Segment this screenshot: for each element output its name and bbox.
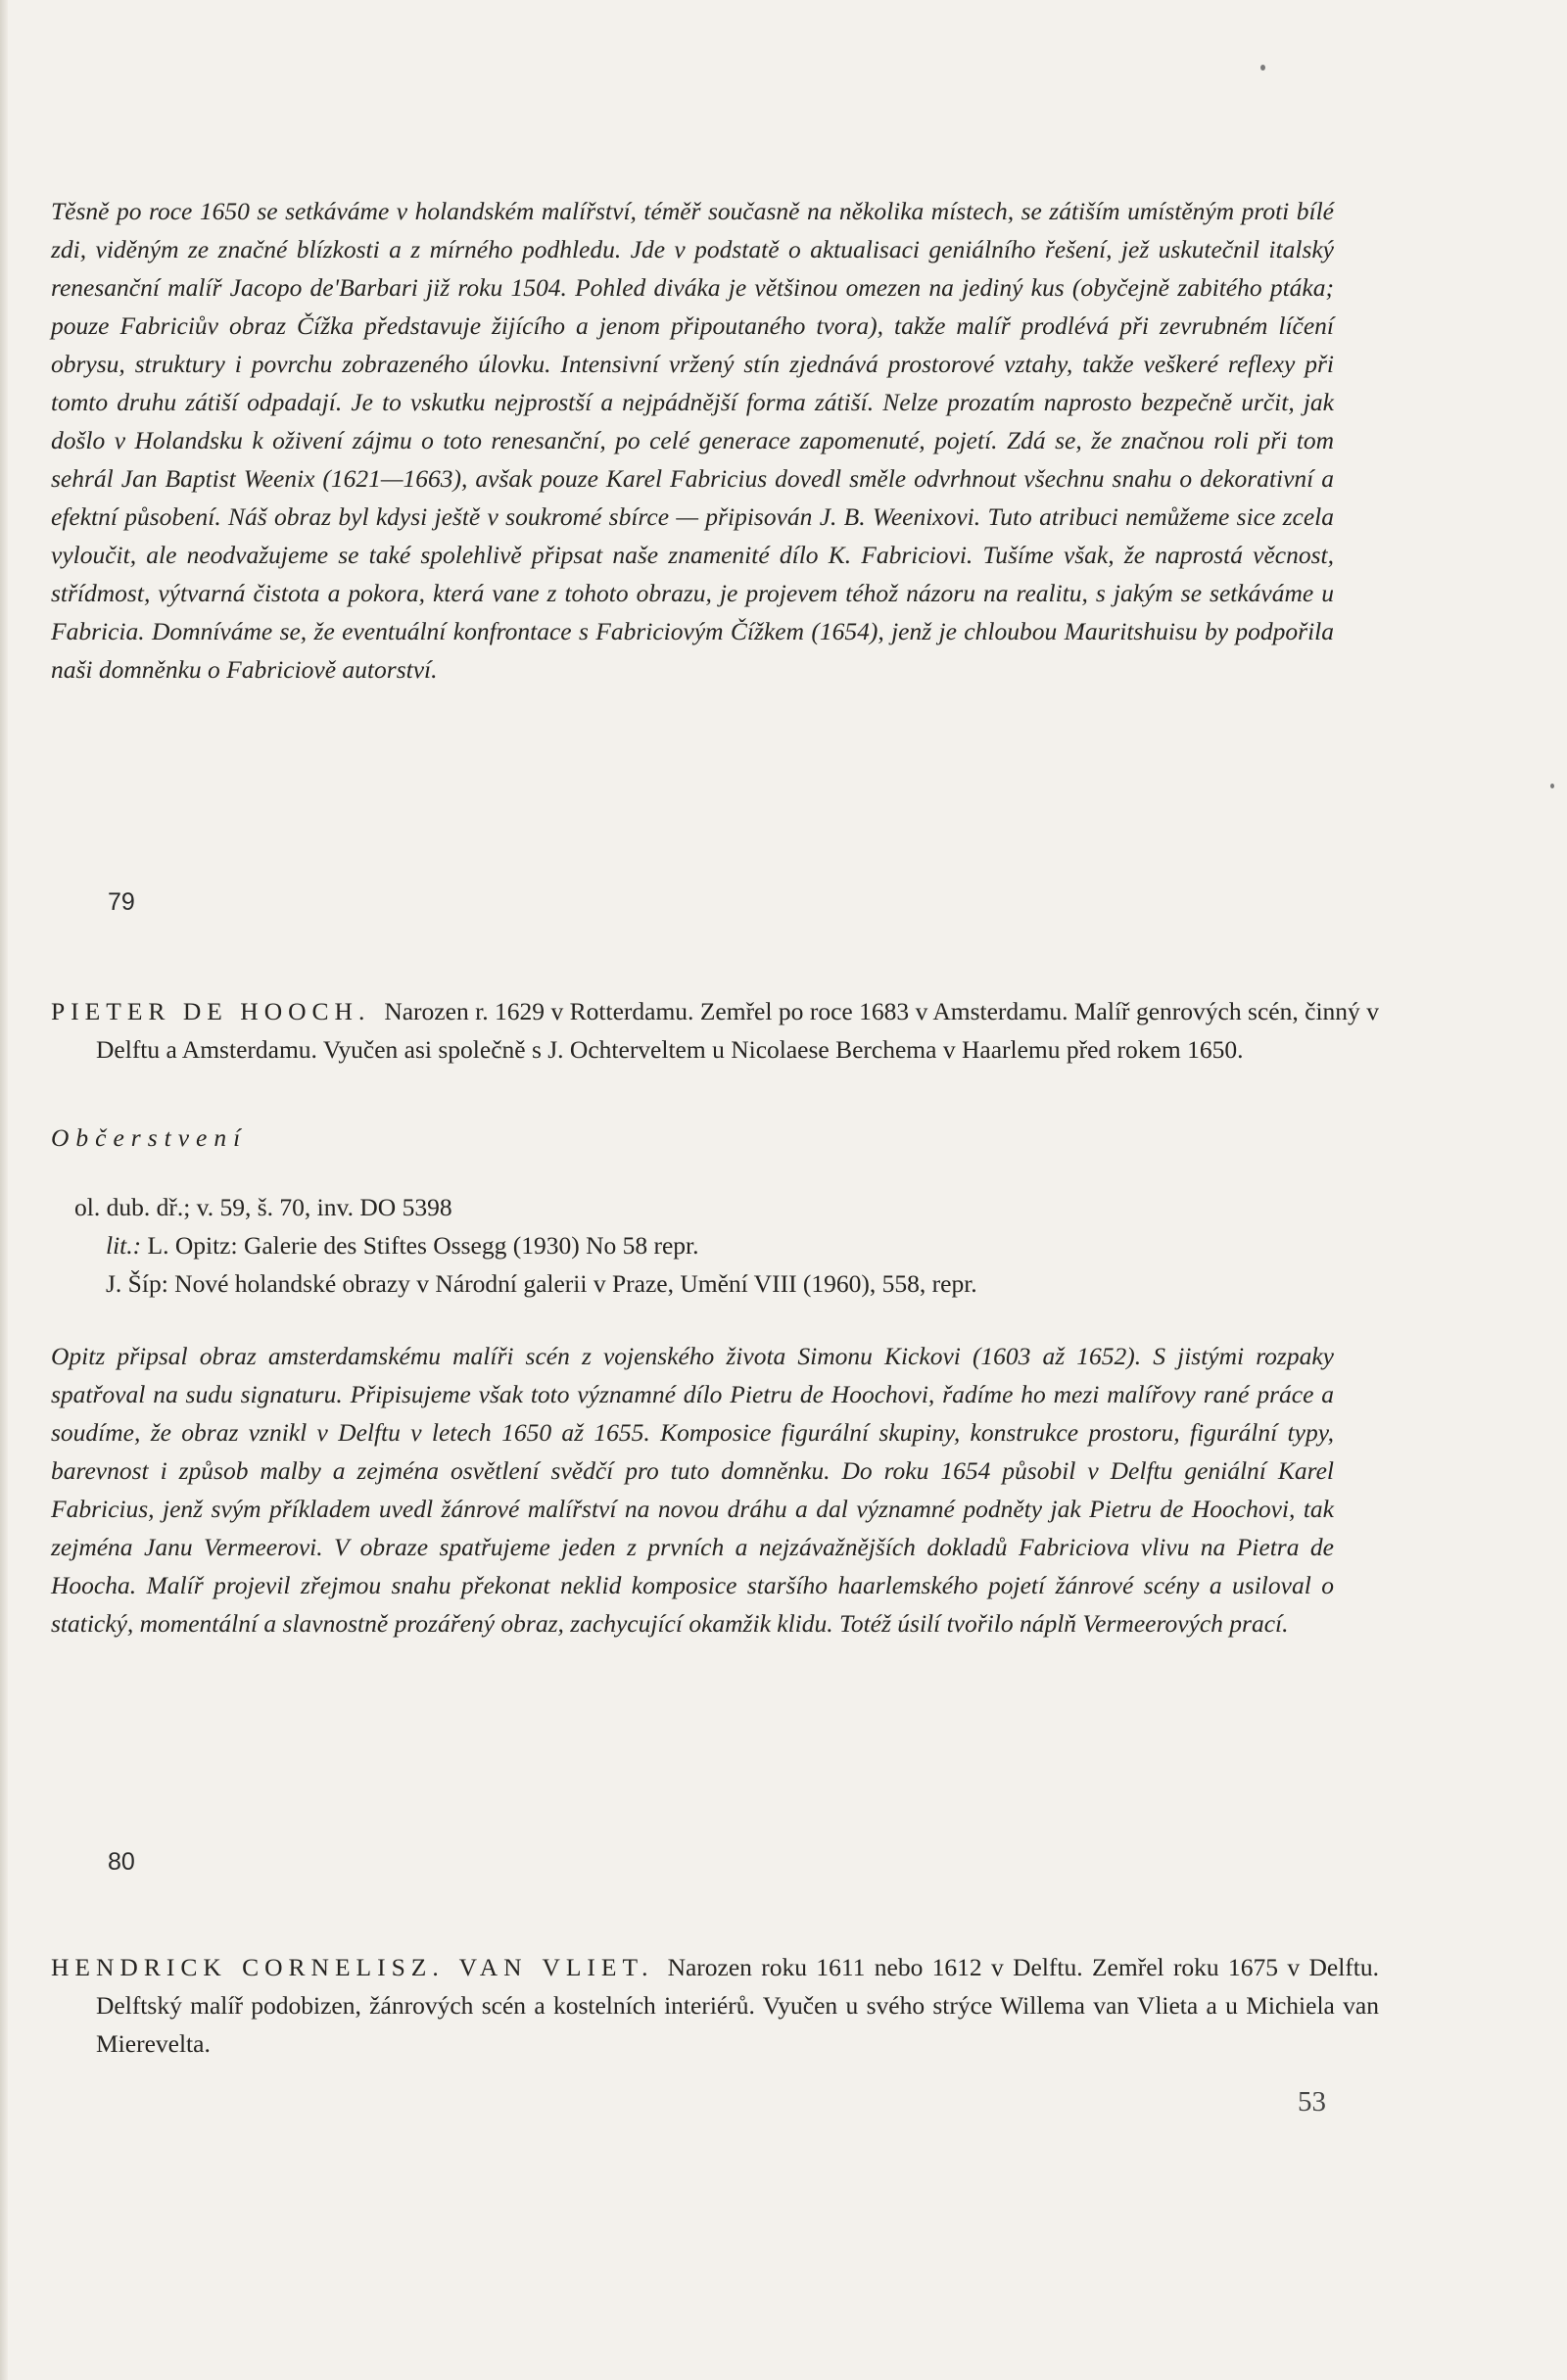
commentary-paragraph-78: Těsně po roce 1650 se setkáváme v holandském malířství, téměř současně na několika místech, se zátiším umístěným proti bílé zdi, viděným ze značné blízkosti a z mírného podhledu. Jde v podstatě o aktualisaci geniálního řešení, jež uskutečnil italský renesanční malíř Jacopo de'Barbari již roku 1504. Pohled diváka je většinou omezen na jediný kus (obyčejně zabitého ptáka; pouze Fabriciův obraz Čížka představuje žijícího a jenom připoutaného tvora), takže malíř prodlévá při zevrubném líčení obrysu, struktury i povrchu zobrazeného úlovku. Intensivní vržený stín zjednává prostorové vztahy, takže veškeré reflexy při tomto druhu zátiší odpadají. Je to vskutku nejprostší a nejpádnější forma zátiší. Nelze prozatím naprosto bezpečně určit, jak došlo v Holandsku k oživení zájmu o toto renesanční, po celé generace zapomenuté, pojetí. Zdá se, že značnou roli při tom sehrál Jan Baptist Weenix (1621—1663), avšak pouze Karel Fabricius dovedl směle odvrhnout všechnu snahu o dekorativní a efektní působení. Náš obraz byl kdysi ještě v soukromé sbírce — připisován J. B. Weenixovi. Tuto atribuci nemůžeme sice zcela vyloučit, ale neodvažujeme se také spolehlivě připsat naše znamenité dílo K. Fabriciovi. Tušíme však, že naprostá věcnost, střídmost, výtvarná čistota a pokora, která vane z tohoto obrazu, je projevem téhož názoru na realitu, s jakým se setkáváme u Fabricia. Domníváme se, že eventuální konfrontace s Fabriciovým Čížkem (1654), jenž je chloubou Mauritshuisu by podpořila naši domněnku o Fabriciově autorství. <box>51 197 1334 684</box>
artist-bio: Narozen roku 1611 nebo 1612 v Delftu. Zemřel roku 1675 v Delftu. Delftský malíř podobizen, žánrových scén a kostelních interiérů. Vyučen u svého strýce Willema van Vlieta a u Michiela van Mierevelta. <box>96 1953 1379 2058</box>
artist-bio: Narozen r. 1629 v Rotterdamu. Zemřel po roce 1683 v Amsterdamu. Malíř genrových scén, činný v Delftu a Amsterdamu. Vyučen asi společně s J. Ochterveltem u Nicolaese Berchema v Haarlemu před rokem 1650. <box>96 997 1379 1064</box>
work-details <box>74 1188 977 1303</box>
paper-speck <box>1260 65 1265 71</box>
literature-label: lit.: <box>106 1231 142 1260</box>
literature-reference-2: J. Šíp: Nové holandské obrazy v Národní galerii v Praze, Umění VIII (1960), 558, repr. <box>106 1269 977 1298</box>
commentary-paragraph-79: Opitz připsal obraz amsterdamskému malíři scén z vojenského života Simonu Kickovi (1603 až 1652). S jistými rozpaky spatřoval na sudu signaturu. Připisujeme však toto významné dílo Pietru de Hoochovi, řadíme ho mezi malířovy rané práce a soudíme, že obraz vznikl v Delftu v letech 1650 až 1655. Komposice figurální skupiny, konstrukce prostoru, figurální typy, barevnost i způsob malby a zejména osvětlení svědčí pro tuto domněnku. Do roku 1654 působil v Delftu geniální Karel Fabricius, jenž svým příkladem uvedl žánrové malířství na novou dráhu a dal významné podněty jak Pietru de Hoochovi, tak zejména Janu Vermeerovi. V obraze spatřujeme jeden z prvních a nejzávažnějších dokladů Fabriciova vlivu na Pietra de Hoocha. Malíř projevil zřejmou snahu překonat neklid komposice staršího haarlemského pojetí žánrové scény a usiloval o statický, momentální a slavnostně prozářený obraz, zachycující okamžik klidu. Totéž úsilí tvořilo náplň Vermeerových prací. <box>51 1342 1334 1638</box>
artist-entry-pieter-de-hooch <box>51 992 1379 1069</box>
artist-entry-van-vliet <box>51 1948 1379 2063</box>
work-title: Občerstvení <box>51 1123 248 1152</box>
artist-name: HENDRICK CORNELISZ. VAN VLIET. <box>51 1953 654 1981</box>
page-gutter-shadow <box>0 0 8 2380</box>
catalogue-number-79: 79 <box>108 888 135 916</box>
literature-reference-1: L. Opitz: Galerie des Stiftes Ossegg (1930) No 58 repr. <box>147 1231 699 1260</box>
page-number: 53 <box>1298 2086 1326 2118</box>
artist-name: PIETER DE HOOCH. <box>51 997 371 1025</box>
medium-dimensions-inventory: ol. dub. dř.; v. 59, š. 70, inv. DO 5398 <box>74 1193 452 1221</box>
literature-line-1 <box>74 1226 977 1264</box>
paper-speck <box>1550 784 1554 788</box>
catalogue-number-80: 80 <box>108 1848 135 1876</box>
